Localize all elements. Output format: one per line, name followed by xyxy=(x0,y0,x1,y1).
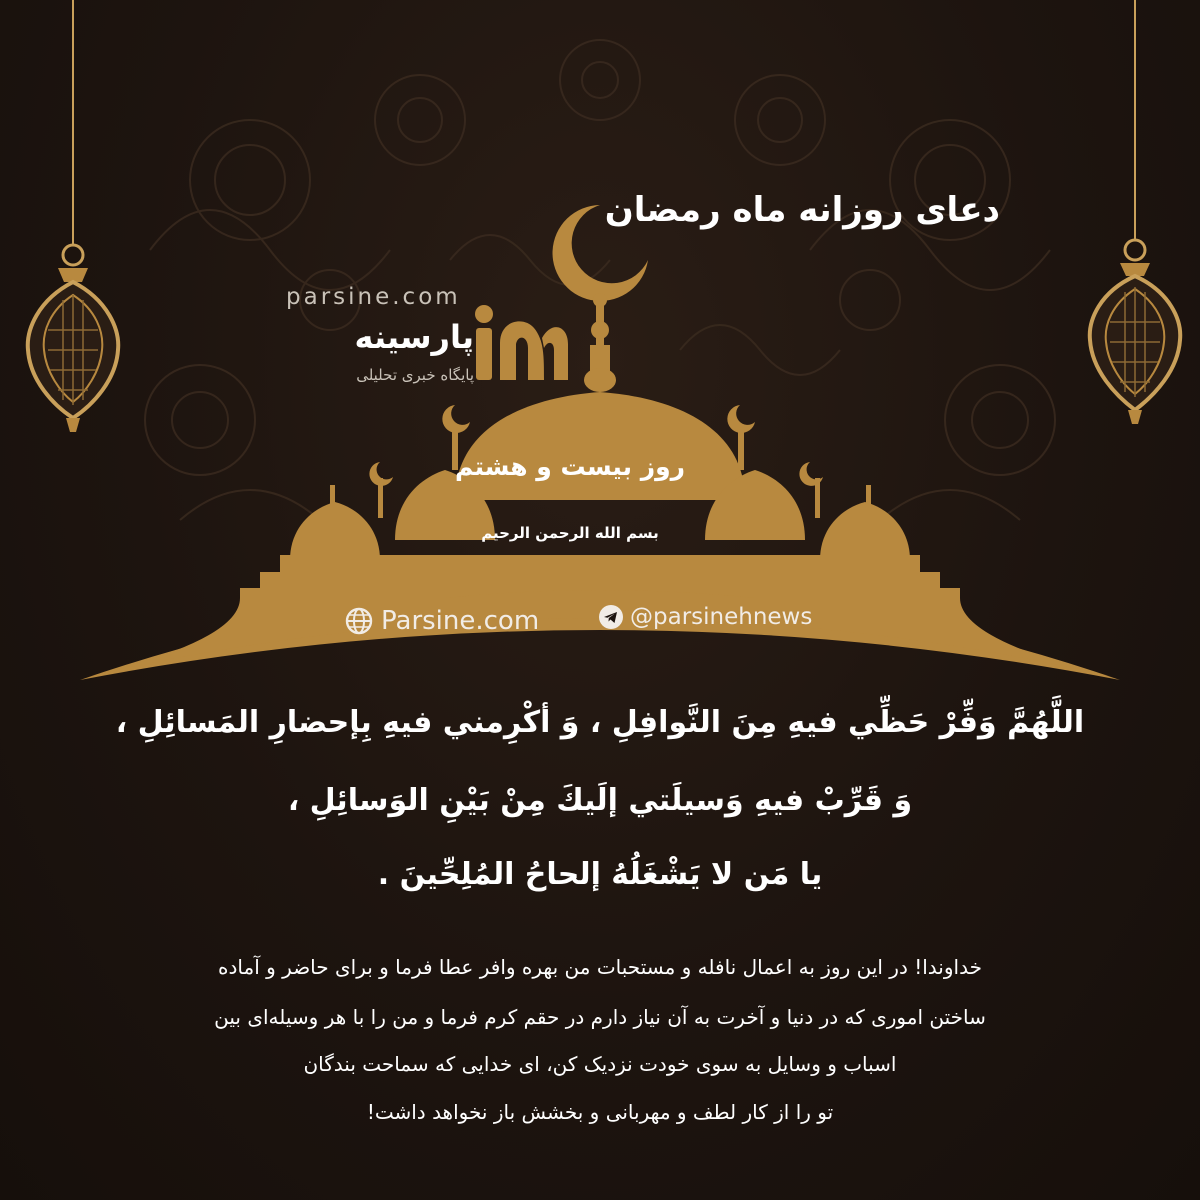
page-title: دعای روزانه ماه رمضان xyxy=(604,190,1000,230)
prayer-translation-line: ساختن اموری که در دنیا و آخرت به آن نیاز دارم در حقم کرم فرما و من را با هر وسیله‌ای بین xyxy=(214,1005,986,1029)
prayer-translation-line: خداوندا! در این روز به اعمال نافله و مستحبات من بهره وافر عطا فرما و برای حاضر و آماده xyxy=(218,955,982,979)
globe-icon xyxy=(345,607,373,635)
website-link[interactable] xyxy=(345,606,539,636)
day-label: روز بیست و هشتم xyxy=(454,452,686,481)
prayer-arabic-line: يا مَن لا يَشْغَلُهُ إلحاحُ المُلِحِّينَ . xyxy=(377,857,823,892)
prayer-translation-line: تو را از کار لطف و مهربانی و بخشش باز نخواهد داشت! xyxy=(366,1100,834,1124)
website-text: Parsine.com xyxy=(381,606,540,636)
logo-mark xyxy=(472,298,572,388)
telegram-handle: @parsinehnews xyxy=(630,604,813,630)
prayer-translation-line: اسباب و وسایل به سوی خودت نزدیک کن، ای خدایی که سماحت بندگان xyxy=(303,1052,897,1076)
telegram-link[interactable] xyxy=(598,604,812,630)
telegram-icon xyxy=(598,604,624,630)
prayer-arabic-line: وَ قَرِّبْ فيهِ وَسيلَتي إلَيكَ مِنْ بَيْنِ الوَسائِلِ ، xyxy=(287,783,913,818)
logo-name: پارسینه xyxy=(354,318,474,356)
logo-tagline: پایگاه خبری تحلیلی xyxy=(356,366,474,384)
logo-domain: parsine.com xyxy=(286,284,461,310)
prayer-arabic-line: اللَّهُمَّ وَفِّرْ حَظِّي فيهِ مِنَ النَّوافِلِ ، وَ أكْرِمني فيهِ بِإحضارِ المَسائِلِ ، xyxy=(115,705,1085,740)
bismillah: بسم الله الرحمن الرحیم xyxy=(481,524,659,542)
